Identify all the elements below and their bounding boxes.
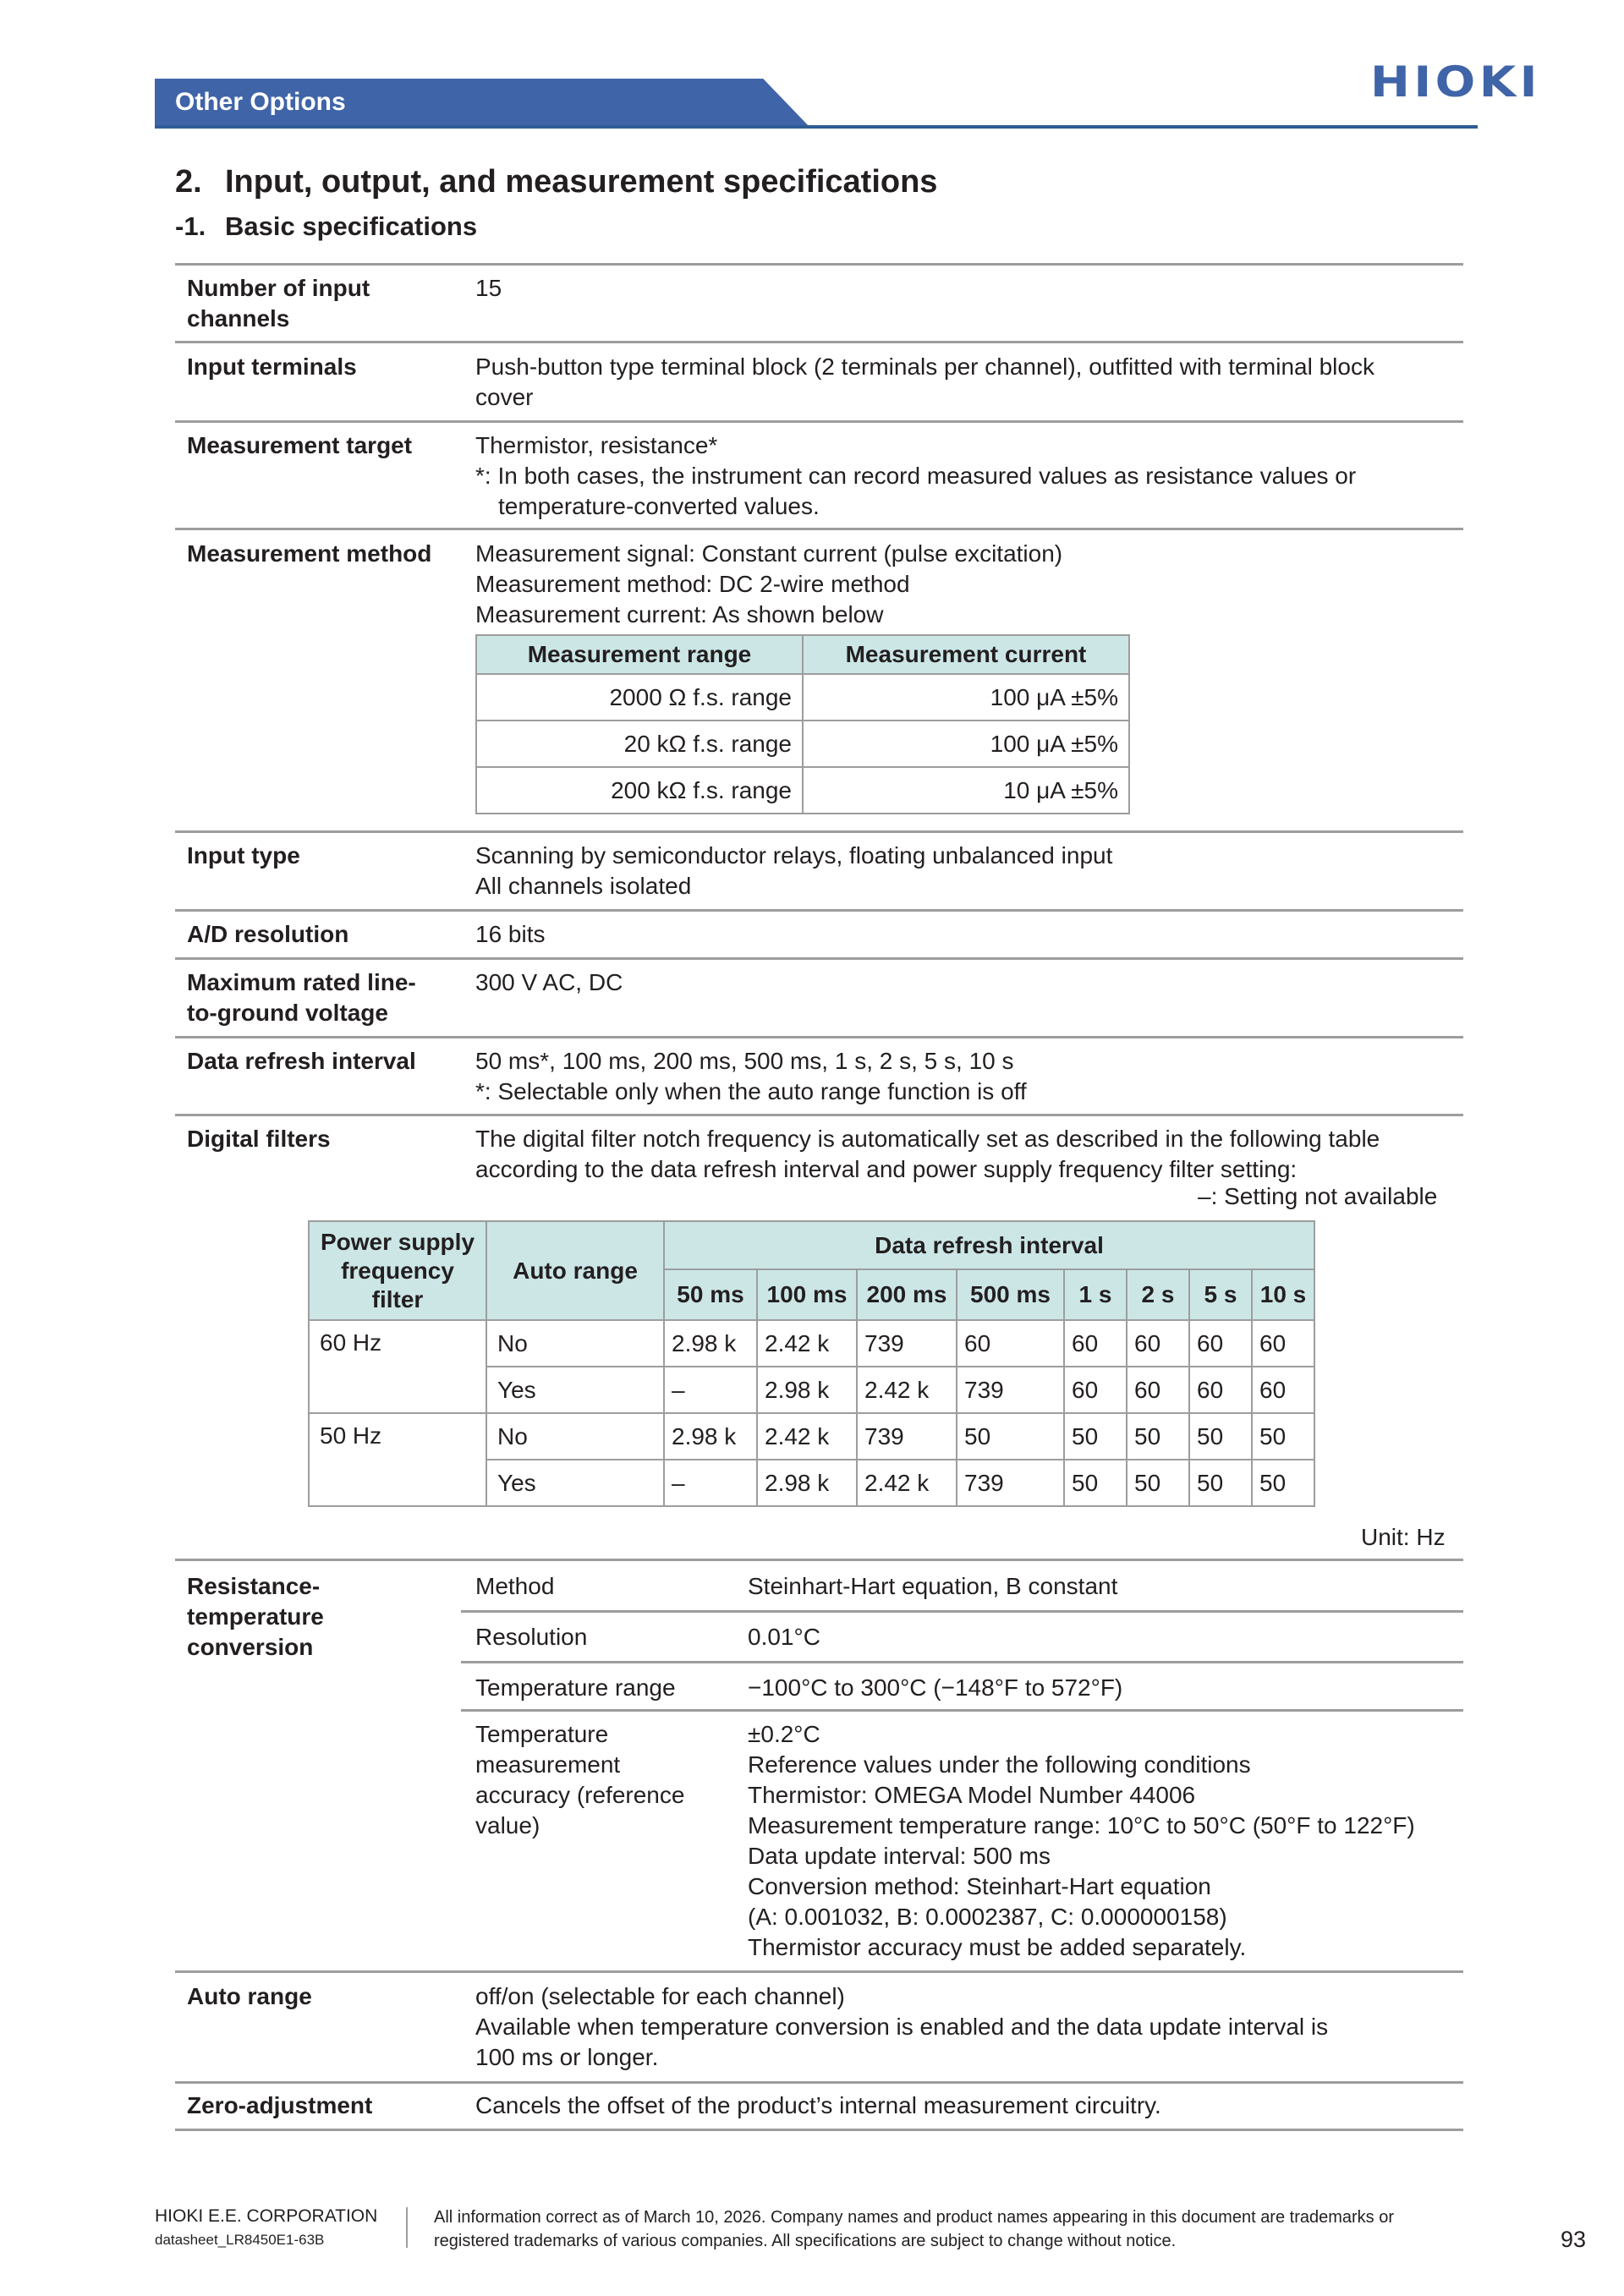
unit-note: Unit: Hz bbox=[1361, 1524, 1446, 1550]
spec-label-voltage: Maximum rated line- to-ground voltage bbox=[187, 969, 416, 1026]
spec-value-filters: The digital filter notch frequency is automatically set as described in the following table according to the data refresh interval and power supply frequency filter setting: bbox=[475, 1126, 1380, 1182]
value-cell: 2.42 k bbox=[757, 1320, 857, 1367]
hioki-logo: HIOKI bbox=[1370, 58, 1541, 107]
value-cell: 60 bbox=[1064, 1320, 1127, 1367]
sub-heading bbox=[175, 211, 477, 242]
value-cell: 60 bbox=[1252, 1320, 1314, 1367]
value-cell: 50 bbox=[1189, 1413, 1252, 1460]
footnote-cont: temperature-converted values. bbox=[498, 493, 820, 519]
sub-label-method: Method bbox=[475, 1573, 555, 1599]
spec-value-refresh: 50 ms*, 100 ms, 200 ms, 500 ms, 1 s, 2 s, 5 s, 10 s *: Selectable only when the auto range function is off bbox=[475, 1046, 1457, 1107]
table-row bbox=[476, 767, 1129, 814]
value-cell: 50 bbox=[1252, 1460, 1314, 1506]
value-cell: 60 bbox=[1127, 1367, 1189, 1413]
value-cell: 2.98 k bbox=[664, 1413, 757, 1460]
row-divider bbox=[175, 909, 1463, 912]
page-number: 93 bbox=[1561, 2227, 1587, 2252]
value-cell: – bbox=[664, 1367, 757, 1413]
spec-value-terminals: Push-button type terminal block (2 terminals per channel), outfitted with terminal block cover bbox=[475, 353, 1374, 410]
row-divider bbox=[175, 1970, 1463, 1973]
spec-value-input-type: Scanning by semiconductor relays, floating unbalanced input All channels isolated bbox=[475, 842, 1113, 899]
power-supply-header: Power supply frequency filter bbox=[309, 1221, 486, 1320]
spec-label-method: Measurement method bbox=[187, 540, 432, 567]
column-header: Measurement current bbox=[803, 635, 1129, 674]
value-cell: 2.98 k bbox=[664, 1320, 757, 1367]
value-cell: 739 bbox=[957, 1367, 1064, 1413]
spec-label-target: Measurement target bbox=[187, 432, 413, 458]
value-cell: 60 bbox=[1189, 1367, 1252, 1413]
page-heading bbox=[175, 164, 937, 200]
subheading-text: Basic specifications bbox=[225, 211, 478, 241]
legend-note: –: Setting not available bbox=[1198, 1183, 1438, 1209]
value-cell: 2.42 k bbox=[757, 1413, 857, 1460]
row-divider bbox=[175, 341, 1463, 343]
value-cell: 2.98 k bbox=[757, 1460, 857, 1506]
row-divider bbox=[175, 2129, 1463, 2131]
current-cell: 100 μA ±5% bbox=[803, 674, 1129, 721]
footnote: *: In both cases, the instrument can record measured values as resistance values or bbox=[475, 463, 1357, 489]
spec-value-auto-range: off/on (selectable for each channel) Available when temperature conversion is enabled and the data update interval is 100 ms or longer. bbox=[475, 1983, 1329, 2070]
table-row bbox=[309, 1320, 1314, 1367]
sub-label-resolution: Resolution bbox=[475, 1624, 588, 1650]
column-header: Measurement range bbox=[476, 635, 803, 674]
sub-row-divider bbox=[461, 1661, 1463, 1663]
sub-value-resolution: 0.01°C bbox=[748, 1624, 820, 1650]
sub-row-divider bbox=[461, 1709, 1463, 1712]
footnote: *: Selectable only when the auto range function is off bbox=[475, 1078, 1027, 1104]
interval-col: 1 s bbox=[1064, 1269, 1127, 1320]
spec-value-voltage: 300 V AC, DC bbox=[475, 969, 623, 995]
heading-text: Input, output, and measurement specifications bbox=[225, 164, 938, 200]
spec-label-conversion: Resistance- temperature conversion bbox=[187, 1573, 324, 1660]
value-cell: 50 bbox=[1252, 1413, 1314, 1460]
value-cell: 50 bbox=[1127, 1413, 1189, 1460]
value-cell: 50 bbox=[1127, 1460, 1189, 1506]
current-cell: 10 μA ±5% bbox=[803, 767, 1129, 814]
sub-value-method: Steinhart-Hart equation, B constant bbox=[748, 1573, 1118, 1599]
section-title: Other Options bbox=[175, 88, 346, 116]
sub-label-accuracy: Temperature measurement accuracy (reference value) bbox=[475, 1721, 685, 1838]
table-row bbox=[309, 1413, 1314, 1460]
spec-label-refresh: Data refresh interval bbox=[187, 1048, 416, 1074]
table-header-row bbox=[309, 1221, 1314, 1269]
sub-value-accuracy: ±0.2°C Reference values under the following conditions Thermistor: OMEGA Model Number 44006 Measurement temperature range: 10°C to 50°C (50°F to 122°F) Data update interval: 500 ms Conversion method: Steinhart-Hart equation (A: 0.001032, B: 0.0002387, C: 0.000000158) Thermistor accuracy must be added separately. bbox=[748, 1721, 1415, 1960]
footer-doc-id: datasheet_LR8450E1-63B bbox=[155, 2232, 325, 2248]
spec-label-ad: A/D resolution bbox=[187, 921, 349, 947]
auto-cell: No bbox=[486, 1413, 664, 1460]
value-cell: 60 bbox=[1189, 1320, 1252, 1367]
table-row bbox=[476, 721, 1129, 767]
value-cell: 60 bbox=[957, 1320, 1064, 1367]
spec-value-channels: 15 bbox=[475, 275, 502, 301]
value-cell: 739 bbox=[857, 1320, 957, 1367]
row-divider bbox=[175, 957, 1463, 960]
row-divider bbox=[175, 1114, 1463, 1116]
value-cell: 60 bbox=[1064, 1367, 1127, 1413]
interval-col: 10 s bbox=[1252, 1269, 1314, 1320]
measurement-current-table bbox=[475, 634, 1130, 814]
auto-cell: Yes bbox=[486, 1367, 664, 1413]
subheading-number: -1. bbox=[175, 211, 206, 241]
spec-label-filters: Digital filters bbox=[187, 1126, 331, 1152]
spec-label-channels: Number of input channels bbox=[187, 275, 370, 332]
value-cell: 60 bbox=[1127, 1320, 1189, 1367]
notch-frequency-table bbox=[308, 1220, 1315, 1507]
spec-label-input-type: Input type bbox=[187, 842, 300, 869]
spec-value-ad: 16 bits bbox=[475, 921, 546, 947]
range-cell: 20 kΩ f.s. range bbox=[476, 721, 803, 767]
freq-cell: 50 Hz bbox=[309, 1413, 486, 1506]
value-cell: 50 bbox=[1189, 1460, 1252, 1506]
spec-value-target: Thermistor, resistance* *: In both cases, the instrument can record measured values as resistance values or temperature-converted values. bbox=[475, 430, 1457, 522]
value-cell: 739 bbox=[957, 1460, 1064, 1506]
interval-col: 100 ms bbox=[757, 1269, 857, 1320]
spec-label-zero: Zero-adjustment bbox=[187, 2092, 373, 2118]
interval-header: Data refresh interval bbox=[664, 1221, 1314, 1269]
row-divider bbox=[175, 420, 1463, 423]
row-divider bbox=[175, 2081, 1463, 2084]
row-divider bbox=[175, 528, 1463, 530]
row-divider bbox=[175, 1559, 1463, 1561]
value-cell: 60 bbox=[1252, 1367, 1314, 1413]
value-cell: 2.42 k bbox=[857, 1367, 957, 1413]
interval-col: 50 ms bbox=[664, 1269, 757, 1320]
value-cell: 50 bbox=[1064, 1413, 1127, 1460]
table-header-row bbox=[476, 635, 1129, 674]
row-divider bbox=[175, 1036, 1463, 1038]
row-divider bbox=[175, 830, 1463, 833]
value-cell: 2.98 k bbox=[757, 1367, 857, 1413]
spec-label-terminals: Input terminals bbox=[187, 353, 357, 380]
auto-cell: Yes bbox=[486, 1460, 664, 1506]
header-rule bbox=[155, 125, 1478, 129]
sub-value-range: −100°C to 300°C (−148°F to 572°F) bbox=[748, 1674, 1123, 1701]
heading-number: 2. bbox=[175, 164, 202, 200]
footer-company: HIOKI E.E. CORPORATION bbox=[155, 2206, 378, 2226]
value-cell: 2.42 k bbox=[857, 1460, 957, 1506]
current-cell: 100 μA ±5% bbox=[803, 721, 1129, 767]
value-cell: 739 bbox=[857, 1413, 957, 1460]
value-cell: 50 bbox=[957, 1413, 1064, 1460]
auto-range-header: Auto range bbox=[486, 1221, 664, 1320]
row-divider bbox=[175, 263, 1463, 266]
sub-row-divider bbox=[461, 1610, 1463, 1613]
range-cell: 200 kΩ f.s. range bbox=[476, 767, 803, 814]
spec-value-zero: Cancels the offset of the product’s internal measurement circuitry. bbox=[475, 2092, 1161, 2118]
sub-label-range: Temperature range bbox=[475, 1674, 676, 1701]
freq-cell: 60 Hz bbox=[309, 1320, 486, 1413]
interval-col: 200 ms bbox=[857, 1269, 957, 1320]
interval-col: 500 ms bbox=[957, 1269, 1064, 1320]
interval-col: 2 s bbox=[1127, 1269, 1189, 1320]
range-cell: 2000 Ω f.s. range bbox=[476, 674, 803, 721]
auto-cell: No bbox=[486, 1320, 664, 1367]
table-row bbox=[476, 674, 1129, 721]
footer-divider bbox=[406, 2207, 408, 2248]
value-cell: – bbox=[664, 1460, 757, 1506]
spec-label-auto-range: Auto range bbox=[187, 1983, 312, 2009]
value-cell: 50 bbox=[1064, 1460, 1127, 1506]
interval-col: 5 s bbox=[1189, 1269, 1252, 1320]
spec-value-method: Measurement signal: Constant current (pulse excitation) Measurement method: DC 2-wire method Measurement current: As shown below bbox=[475, 540, 1063, 627]
footer-disclaimer: All information correct as of March 10, 2026. Company names and product names appearing in this document are trademarks or registered trademarks of various companies. All specifications are subject to change without notice. bbox=[434, 2208, 1395, 2250]
